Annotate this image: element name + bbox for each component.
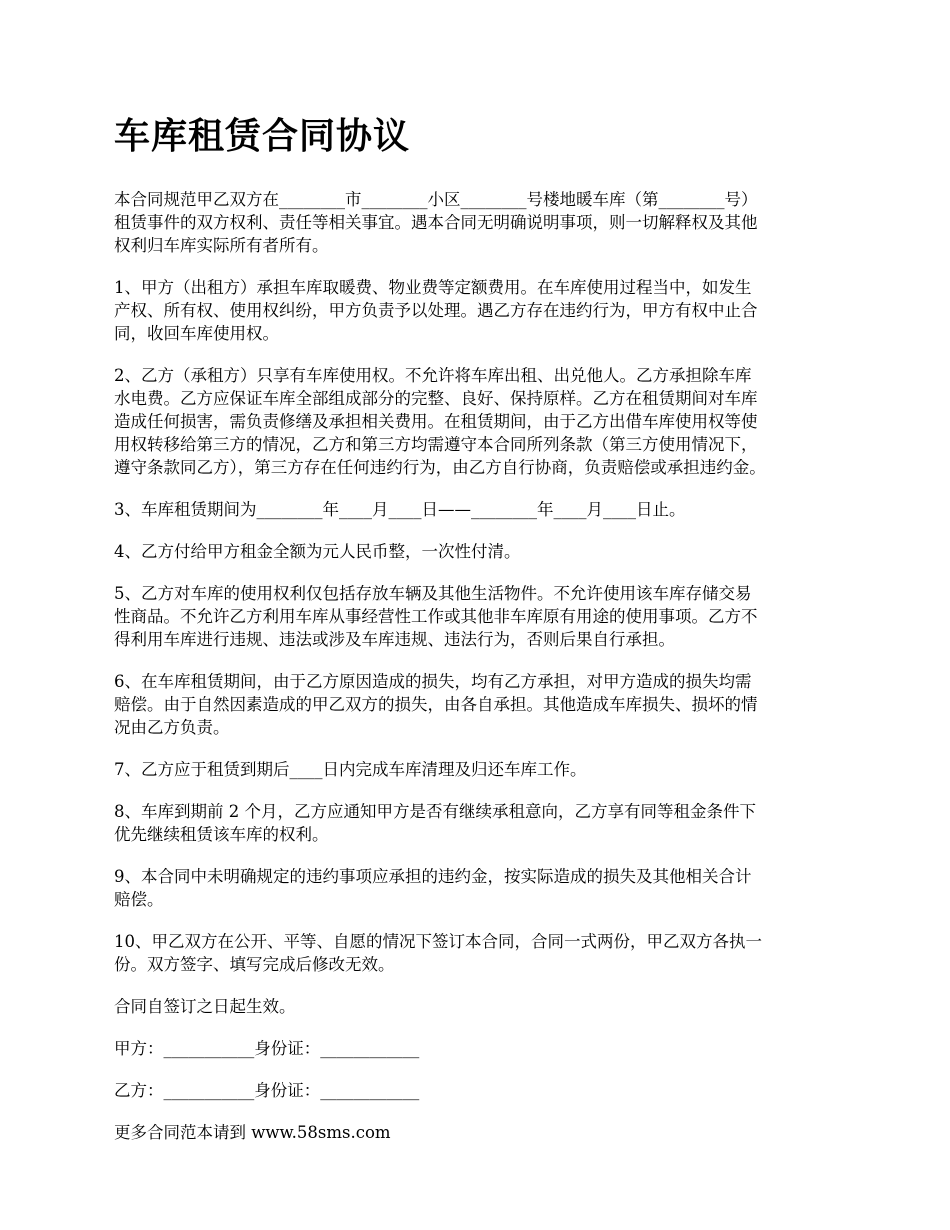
clause-4: 4、乙方付给甲方租金全额为元人民币整，一次性付清。 [114,542,521,561]
contract-document [114,110,854,1144]
party-a-signature-line: 甲方：___________身份证：____________ [114,1039,420,1058]
effective-statement: 合同自签订之日起生效。 [114,997,296,1016]
party-b-signature-line: 乙方：___________身份证：____________ [114,1081,420,1100]
clause-10: 10、甲乙双方在公开、平等、自愿的情况下签订本合同，合同一式两份，甲乙双方各执一 份。双方签字、填写完成后修改无效。 [114,932,762,974]
clause-5: 5、乙方对车库的使用权利仅包括存放车辆及其他生活物件。不允许使用该车库存储交易 性商品。不允许乙方利用车库从事经营性工作或其他非车库原有用途的使用事项。乙方不 得利用车库进行违规、违法或涉及车库违规、违法行为，否则后果自行承担。 [114,584,758,649]
clause-7: 7、乙方应于租赁到期后____日内完成车库清理及归还车库工作。 [114,760,587,779]
document-title: 车库租赁合同协议 [114,115,411,157]
clause-2: 2、乙方（承租方）只享有车库使用权。不允许将车库出租、出兑他人。乙方承担除车库 水电费。乙方应保证车库全部组成部分的完整、良好、保持原样。乙方在租赁期间对车库 造成任何损害，需负责修缮及承担相关费用。在租赁期间，由于乙方出借车库使用权等使 用权转移给第三方的情况，乙方和第三方均需遵守本合同所列条款（第三方使用情况下， 遵守条款同乙方），第三方存在任何违约行为，由乙方自行协商，负责赔偿或承担违约金。 [114,366,766,477]
footer-more-templates: 更多合同范本请到 www.58sms.com [114,1123,391,1142]
clause-9: 9、本合同中未明确规定的违约事项应承担的违约金，按实际造成的损失及其他相关合计 赔偿。 [114,867,752,909]
clause-8: 8、车库到期前 2 个月，乙方应通知甲方是否有继续承租意向，乙方享有同等租金条件下 优先继续租赁该车库的权利。 [114,802,756,844]
clause-1: 1、甲方（出租方）承担车库取暖费、物业费等定额费用。在车库使用过程当中，如发生 产权、所有权、使用权纠纷，甲方负责予以处理。遇乙方存在违约行为，甲方有权中止合 同，收回车库使用权。 [114,278,758,343]
clause-6: 6、在车库租赁期间，由于乙方原因造成的损失，均有乙方承担，对甲方造成的损失均需 赔偿。由于自然因素造成的甲乙双方的损失，由各自承担。其他造成车库损失、损坏的情 况由乙方负责。 [114,672,758,737]
clause-3: 3、车库租赁期间为________年____月____日——________年____月____日止。 [114,500,686,519]
intro-paragraph: 本合同规范甲乙双方在________市________小区________号楼地暖车库（第________号） 租赁事件的双方权利、责任等相关事宜。遇本合同无明确说明事项，则一切解释权及其他 权利归车库实际所有者所有。 [114,190,758,255]
